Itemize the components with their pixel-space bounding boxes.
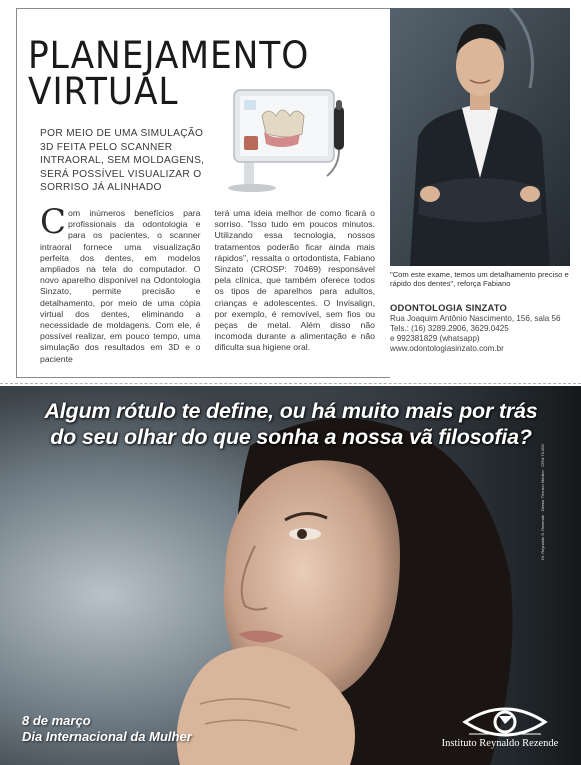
portrait-caption: "Com este exame, temos um detalhamento preciso e rápido dos dentes", reforça Fabiano bbox=[390, 270, 569, 289]
article-column-2: terá uma ideia melhor de como ficará o sorriso. "Isso tudo em poucos minutos. Utilizando essa tecnologia, nossos tratamentos poderão ficar ainda mais rápidos", ressalta o ortodontista, Fabiano Sinzato (CROSP: 70469) responsável pela clínica, que também oferece todos os tipos de aparelhos para adultos, crianças e adolescentes. O Invisalign, por exemplo, é removível, sem fios ou peças de metal. Além disso não incomoda durante a alimentação e não dificulta sua higiene oral. bbox=[214, 208, 375, 353]
logo-text: Instituto Reynaldo Rezende bbox=[441, 738, 559, 749]
ad-headline bbox=[10, 398, 572, 450]
headline-line-1: Algum rótulo te define, ou há muito mais por trás bbox=[44, 399, 538, 423]
address-street: Rua Joaquim Antônio Nascimento, 156, sala 56 bbox=[390, 314, 561, 323]
company-name: ODONTOLOGIA SINZATO bbox=[390, 302, 507, 313]
headline-line-2: do seu olhar do que sonha a nossa vã filosofia? bbox=[50, 425, 532, 449]
eye-logo-icon bbox=[455, 700, 555, 740]
event-name: Dia Internacional da Mulher bbox=[22, 729, 192, 744]
title-line-2: VIRTUAL bbox=[28, 70, 179, 113]
dentist-portrait bbox=[390, 8, 570, 266]
address-whatsapp: e 992381829 (whatsapp) bbox=[390, 333, 480, 343]
company-address bbox=[390, 314, 575, 354]
article-column-1 bbox=[40, 202, 201, 364]
article-body bbox=[40, 202, 375, 364]
column-1-text: om inúmeros benefícios para profissionais da odontologia e para os pacientes, o scanner intraoral fornece uma visualização perfeita dos dentes, em modelos ampliados na tela do computador. O novo aparelho disponível na Odontologia Sinzato, permite precisão e detalhamento, por meio de uma cópia virtual dos dentes, eliminando a necessidade de moldagens. Com ele, é possível realizar, em pouco tempo, uma simulação dos resultados em 3D e o paciente bbox=[40, 208, 201, 364]
womens-day-advertisement bbox=[0, 386, 581, 765]
website-link[interactable]: www.odontologiasinzato.com.br bbox=[390, 343, 504, 353]
title-line-1: PLANEJAMENTO bbox=[28, 34, 310, 77]
scanner-illustration bbox=[222, 86, 362, 196]
legal-credit: Dr. Reynaldo S. Rezende · Diretor Técnico Médico · CRM 70.000 bbox=[540, 444, 545, 560]
address-phones: Tels.: (16) 3289.2906, 3629.0425 bbox=[390, 323, 509, 333]
event-date: 8 de março bbox=[22, 713, 91, 728]
article-subtitle: POR MEIO DE UMA SIMULAÇÃO 3D FEITA PELO SCANNER INTRAORAL, SEM MOLDAGENS, SERÁ POSSÍVEL VISUALIZAR O SORRISO JÁ ALINHADO bbox=[40, 128, 205, 194]
dropcap: C bbox=[40, 202, 67, 242]
